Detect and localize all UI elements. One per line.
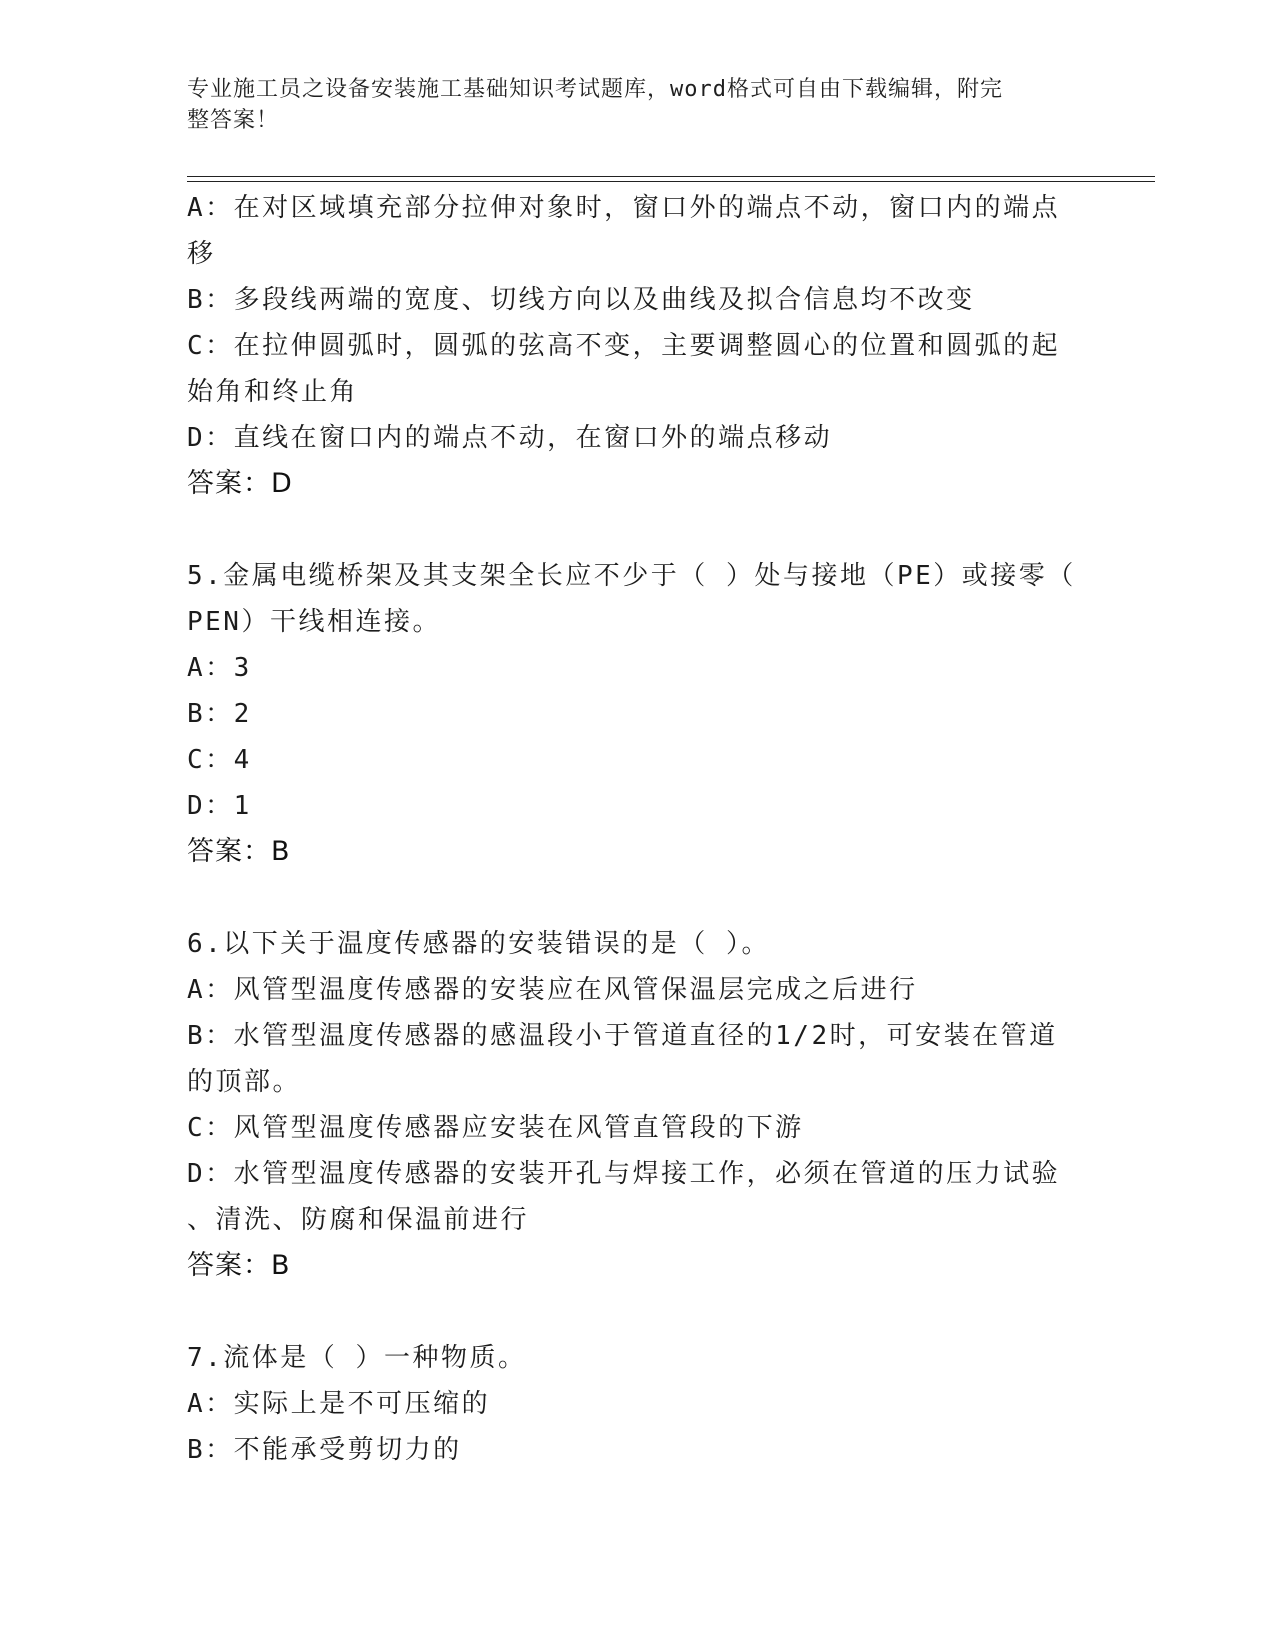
option-d: D：水管型温度传感器的安装开孔与焊接工作，必须在管道的压力试验 (187, 1159, 1061, 1189)
option-a: A：3 (187, 653, 252, 683)
option-c: C：在拉伸圆弧时，圆弧的弦高不变，主要调整圆心的位置和圆弧的起 (187, 331, 1061, 361)
option-a-continued: 移 (187, 239, 216, 269)
spacer (187, 1289, 1087, 1335)
question-4 (187, 185, 1087, 507)
option-b: B：2 (187, 699, 252, 729)
question-stem-continued: PEN）干线相连接。 (187, 607, 441, 637)
option-c: C：4 (187, 745, 252, 775)
spacer (187, 507, 1087, 553)
option-b: B：不能承受剪切力的 (187, 1435, 462, 1465)
option-b-continued: 的顶部。 (187, 1067, 302, 1097)
header-divider-top (187, 176, 1155, 177)
answer: 答案：B (187, 836, 291, 867)
option-d: D：1 (187, 791, 252, 821)
question-stem: 5.金属电缆桥架及其支架全长应不少于（ ）处与接地（PE）或接零（ (187, 561, 1076, 591)
spacer (187, 875, 1087, 921)
answer: 答案：D (187, 468, 293, 499)
option-d-continued: 、清洗、防腐和保温前进行 (187, 1205, 530, 1235)
option-a: A：实际上是不可压缩的 (187, 1389, 491, 1419)
header-line-2: 整答案！ (187, 108, 280, 133)
option-c-continued: 始角和终止角 (187, 377, 359, 407)
option-a: A：在对区域填充部分拉伸对象时，窗口外的端点不动，窗口内的端点 (187, 193, 1061, 223)
question-list (187, 185, 1087, 1473)
question-7 (187, 1335, 1087, 1473)
option-a: A：风管型温度传感器的安装应在风管保温层完成之后进行 (187, 975, 918, 1005)
header-divider-bottom (187, 181, 1155, 182)
option-b: B：水管型温度传感器的感温段小于管道直径的1/2时，可安装在管道 (187, 1021, 1058, 1051)
header-line-1: 专业施工员之设备安装施工基础知识考试题库，word格式可自由下载编辑，附完 (187, 77, 1003, 102)
question-6 (187, 921, 1087, 1289)
question-stem: 7.流体是（ ）一种物质。 (187, 1343, 527, 1373)
question-stem: 6.以下关于温度传感器的安装错误的是（ ）。 (187, 929, 770, 959)
option-c: C：风管型温度传感器应安装在风管直管段的下游 (187, 1113, 804, 1143)
answer: 答案：B (187, 1250, 291, 1281)
option-d: D：直线在窗口内的端点不动，在窗口外的端点移动 (187, 423, 833, 453)
document-header (187, 74, 1067, 136)
question-5 (187, 553, 1087, 875)
option-b: B：多段线两端的宽度、切线方向以及曲线及拟合信息均不改变 (187, 285, 975, 315)
